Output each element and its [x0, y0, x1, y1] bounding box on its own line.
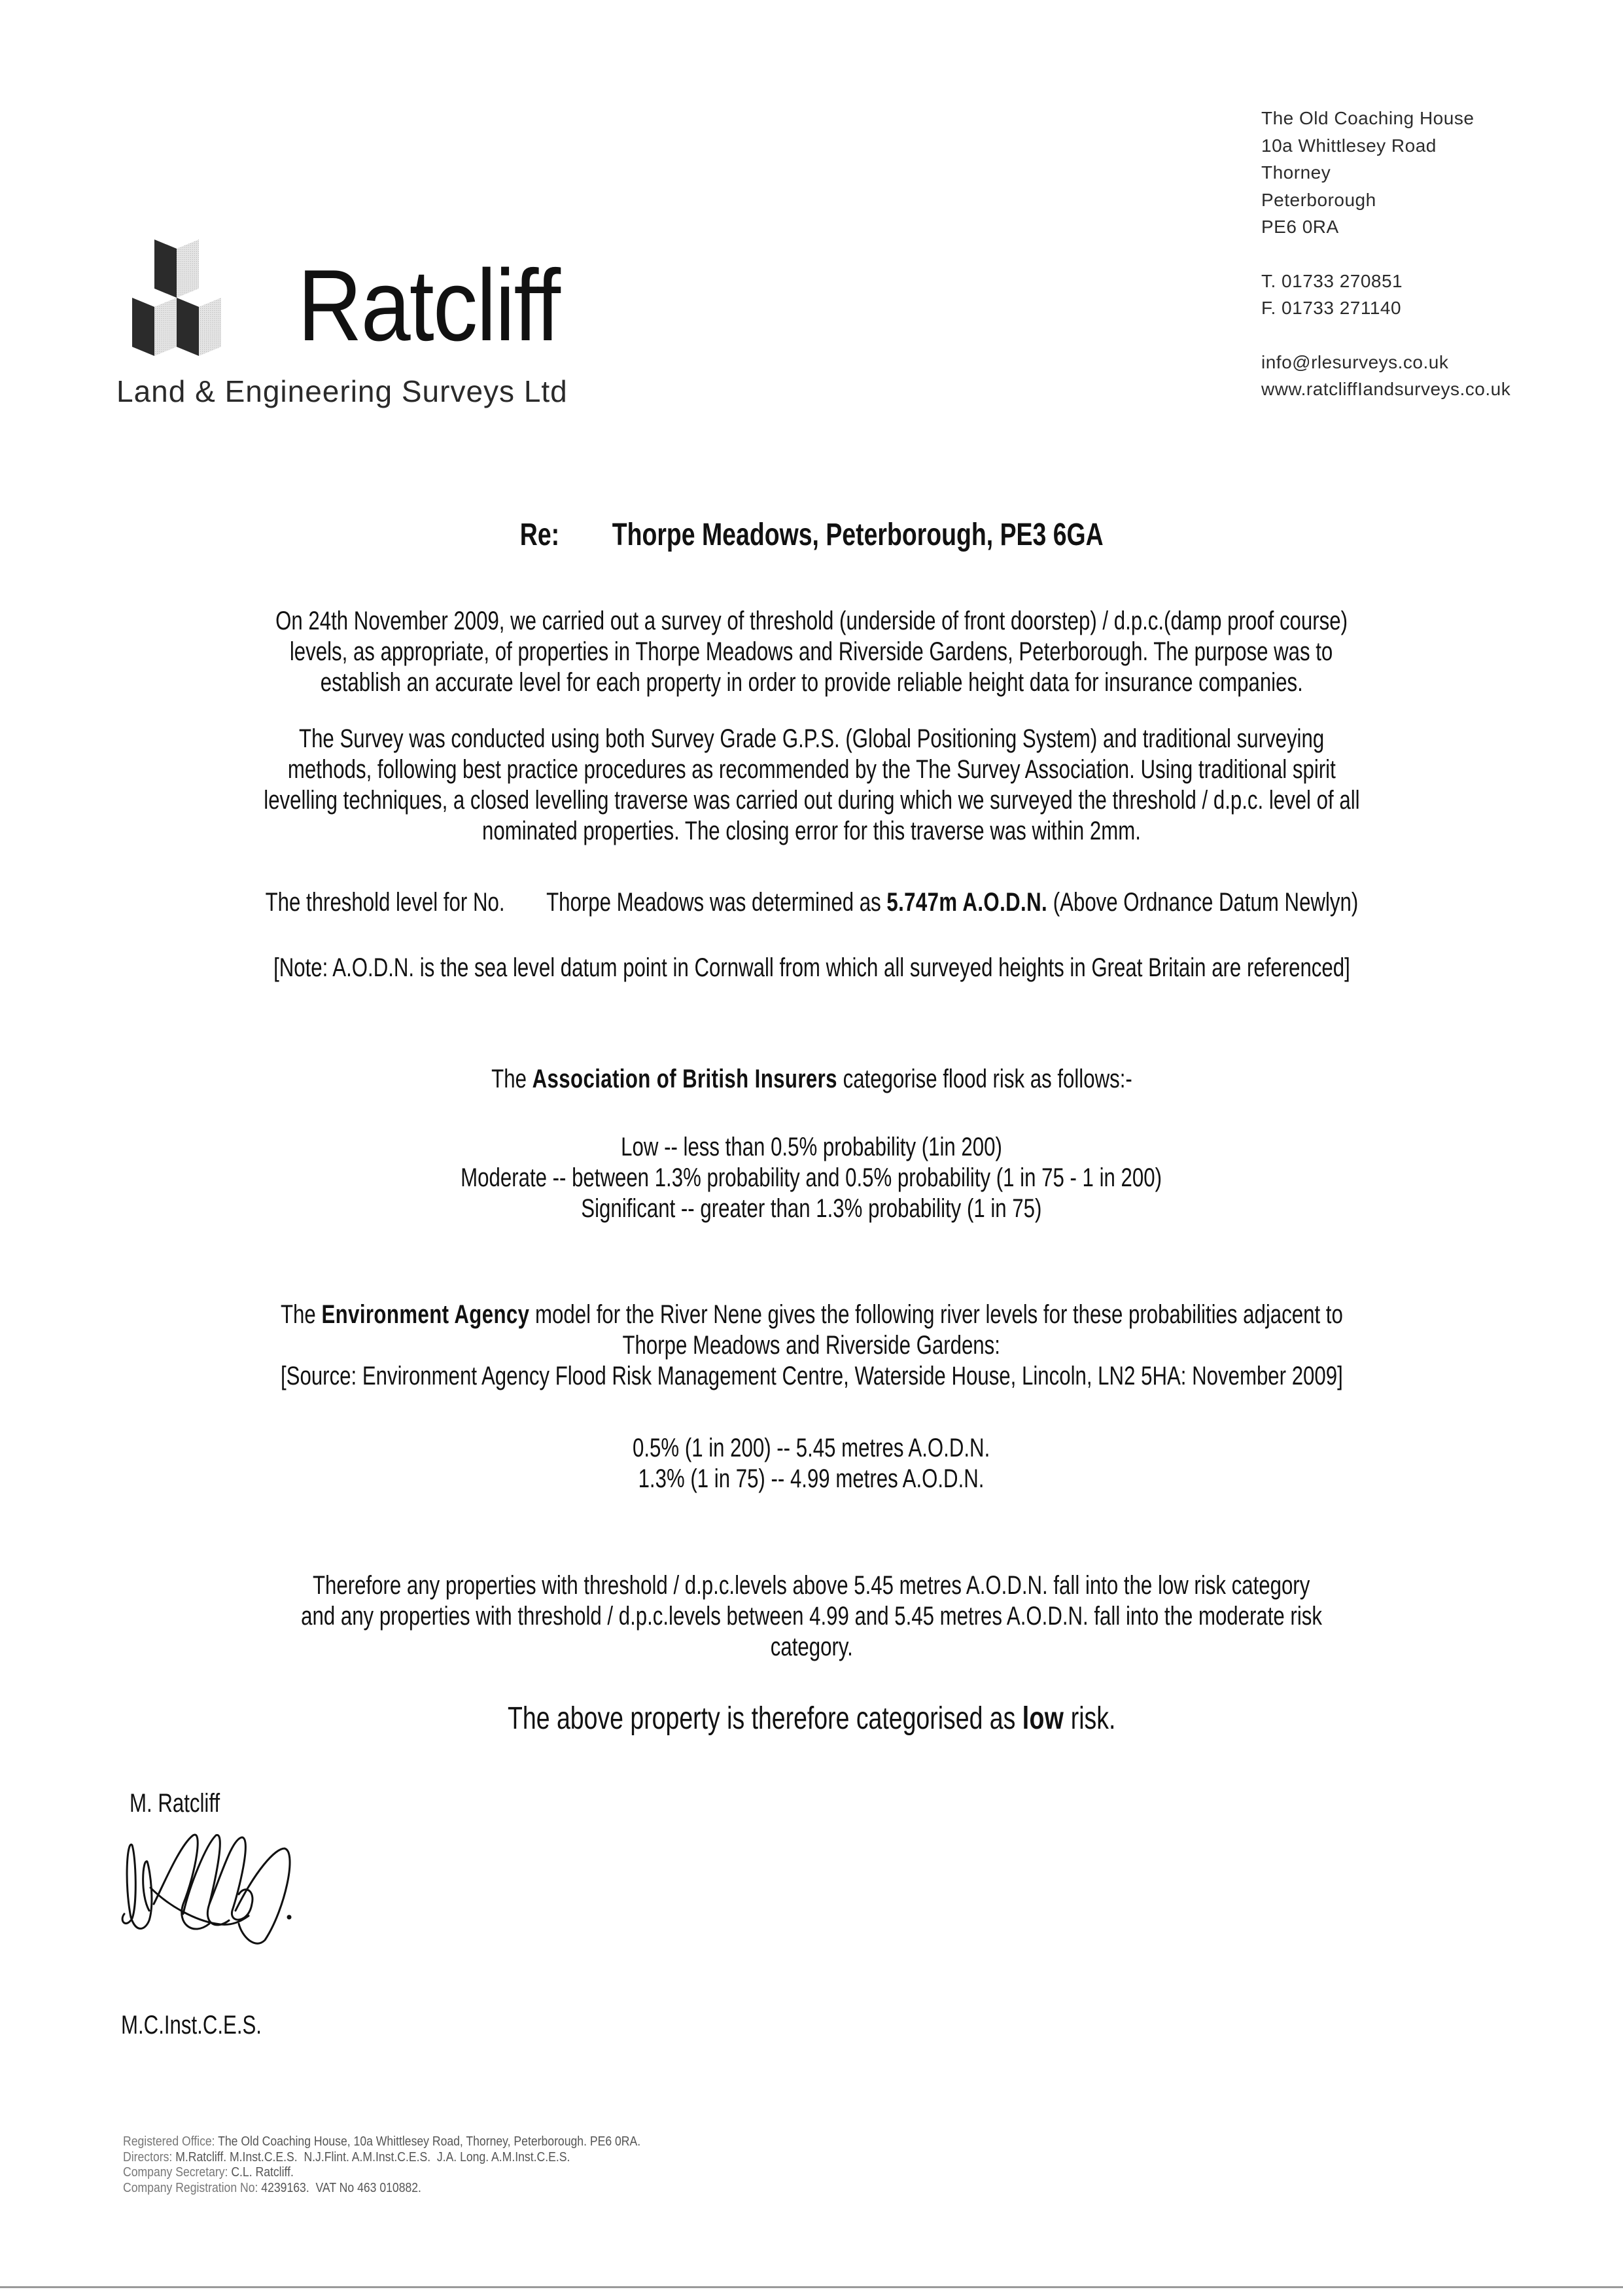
paragraph-survey-date [0, 606, 1623, 698]
company-logo-icon [118, 239, 268, 357]
abi-name: Association of British Insurers [532, 1065, 837, 1093]
footer-secretary-value: C.L. Ratcliff. [231, 2165, 294, 2180]
river-level-1-3: 1.3% (1 in 75) -- 4.99 metres A.O.D.N. [638, 1464, 985, 1493]
footer-registered-label: Registered Office: [123, 2134, 215, 2149]
river-levels [0, 1433, 1623, 1494]
paragraph-line: levelling techniques, a closed levelling traverse was carried out during which we surveyed the threshold / d.p.c. level of all [263, 786, 1360, 815]
paragraph-line: On 24th November 2009, we carried out a survey of threshold (underside of front doorstep) / d.p.c.(damp proof course) [275, 607, 1348, 635]
note-text: [Note: A.O.D.N. is the sea level datum point in Cornwall from which all surveyed heights in Great Britain are referenced] [273, 953, 1350, 982]
result-before: The above property is therefore categorised as [507, 1701, 1016, 1736]
footer-registration-label: Company Registration No: [123, 2180, 258, 2195]
paragraph-line: and any properties with threshold / d.p.c.levels between 4.99 and 5.45 metres A.O.D.N. fall into the moderate risk [301, 1602, 1322, 1631]
subject-line [0, 517, 1623, 553]
fax: F. 01733 271140 [1261, 298, 1402, 318]
telephone: T. 01733 270851 [1261, 270, 1403, 291]
signatory-name: M. Ratcliff [130, 1789, 220, 1818]
address-line: PE6 0RA [1261, 217, 1339, 237]
ea-line2: Thorpe Meadows and Riverside Gardens: [622, 1331, 1001, 1360]
threshold-middle: Thorpe Meadows was determined as [546, 888, 881, 917]
company-subtitle: Land & Engineering Surveys Ltd [116, 374, 568, 408]
footer-secretary-label: Company Secretary: [123, 2165, 228, 2180]
paragraph-line: category. [770, 1633, 853, 1661]
paragraph-line: levels, as appropriate, of properties in Thorpe Meadows and Riverside Gardens, Peterborough. The purpose was to [290, 637, 1333, 666]
aodn-note [0, 953, 1623, 983]
footer-registration-value: 4239163. VAT No 463 010882. [261, 2180, 421, 2195]
address-line: The Old Coaching House [1261, 108, 1475, 128]
subject-label: Re: [519, 518, 559, 552]
river-level-0-5: 0.5% (1 in 200) -- 5.45 metres A.O.D.N. [633, 1434, 990, 1462]
subject-text: Thorpe Meadows, Peterborough, PE3 6GA [612, 518, 1104, 552]
risk-categories [0, 1132, 1623, 1224]
result-after: risk. [1070, 1701, 1116, 1736]
email: info@rlesurveys.co.uk [1261, 351, 1449, 372]
signatory-qualification: M.C.Inst.C.E.S. [121, 2011, 262, 2040]
abi-after: categorise flood risk as follows:- [843, 1065, 1132, 1093]
threshold-prefix: The threshold level for No. [265, 888, 505, 917]
ea-name: Environment Agency [321, 1300, 529, 1329]
address-line: 10a Whittlesey Road [1261, 135, 1437, 156]
risk-category-significant: Significant -- greater than 1.3% probability (1 in 75) [581, 1194, 1042, 1223]
ea-source: [Source: Environment Agency Flood Risk Management Centre, Waterside House, Lincoln, LN2 5HA: November 2009] [280, 1362, 1343, 1390]
risk-category-low: Low -- less than 0.5% probability (1in 200) [621, 1133, 1002, 1161]
conclusion-paragraph [0, 1570, 1623, 1663]
paragraph-line: establish an accurate level for each property in order to provide reliable height data for insurance companies. [320, 668, 1303, 697]
paragraph-line: The Survey was conducted using both Survey Grade G.P.S. (Global Positioning System) and traditional surveying [298, 724, 1325, 753]
threshold-value: 5.747m A.O.D.N. [886, 888, 1047, 917]
ea-before: The [280, 1300, 316, 1329]
paragraph-line: methods, following best practice procedures as recommended by the The Survey Association. Using traditional spirit [287, 755, 1336, 784]
risk-category-moderate: Moderate -- between 1.3% probability and 0.5% probability (1 in 75 - 1 in 200) [461, 1163, 1162, 1192]
result-risk-level: low [1022, 1701, 1064, 1736]
company-name: Ratcliff [298, 249, 560, 362]
threshold-suffix: (Above Ordnance Datum Newlyn) [1053, 888, 1358, 917]
contact-block [1261, 105, 1510, 403]
ea-after: model for the River Nene gives the following river levels for these probabilities adjacent to [534, 1300, 1343, 1329]
footer [123, 2134, 711, 2196]
threshold-statement [0, 887, 1623, 918]
page-edge-divider [0, 2286, 1623, 2288]
abi-heading [0, 1064, 1623, 1095]
address-line: Peterborough [1261, 189, 1376, 210]
footer-directors-label: Directors: [123, 2149, 173, 2164]
abi-before: The [491, 1065, 527, 1093]
address-line: Thorney [1261, 162, 1331, 183]
footer-directors-value: M.Ratcliff. M.Inst.C.E.S. N.J.Flint. A.M.Inst.C.E.S. J.A. Long. A.M.Inst.C.E.S. [175, 2149, 570, 2164]
signature-icon [118, 1832, 314, 1950]
paragraph-line: nominated properties. The closing error for this traverse was within 2mm. [482, 817, 1141, 845]
risk-result [0, 1701, 1623, 1737]
footer-registered-value: The Old Coaching House, 10a Whittlesey Road, Thorney, Peterborough. PE6 0RA. [218, 2134, 641, 2149]
paragraph-survey-method [0, 724, 1623, 847]
environment-agency-paragraph [0, 1299, 1623, 1392]
website: www.ratcliffIandsurveys.co.uk [1261, 379, 1511, 399]
paragraph-line: Therefore any properties with threshold / d.p.c.levels above 5.45 metres A.O.D.N. fall into the low risk category [313, 1571, 1310, 1600]
